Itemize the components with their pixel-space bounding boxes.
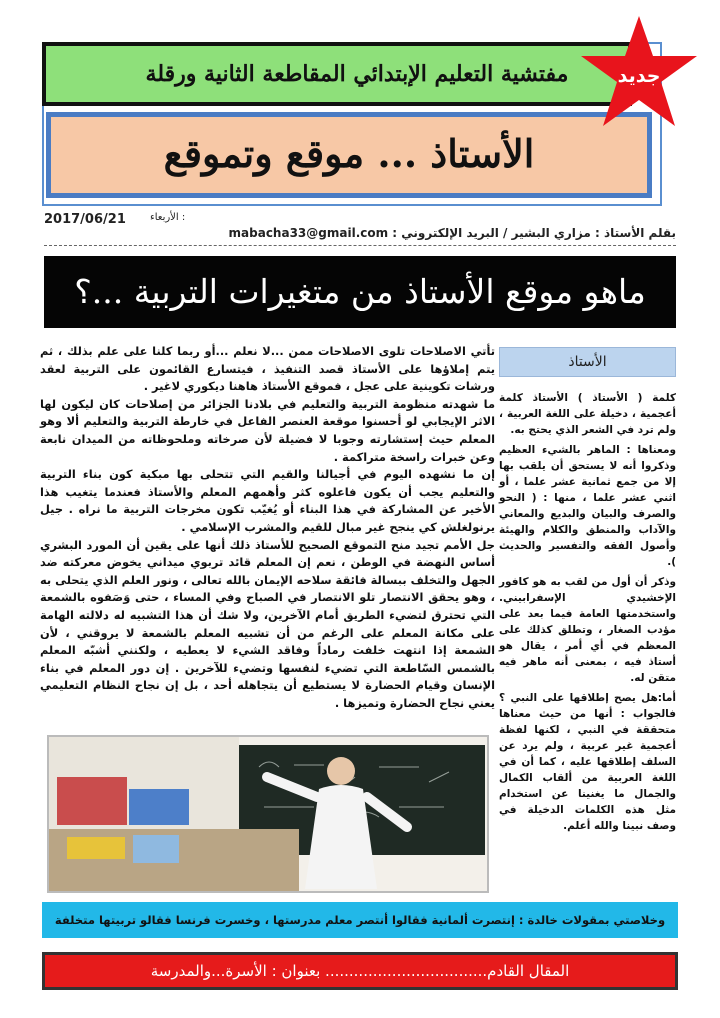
headline-banner bbox=[44, 256, 676, 328]
conclusion-text: وخلاصتي بمقولات خالدة : إنتصرت ألمانية فقالوا أنتصر معلم مدرستها ، وخسرت فرنسا فقالو تربيتها متخلفة bbox=[54, 913, 666, 927]
new-badge-star-icon bbox=[573, 12, 705, 140]
article-body bbox=[40, 343, 495, 738]
sidebar-paragraph: أما:هل يصح إطلاقها على النبي ؟ فالجواب : أنها من حيث معناها متحققة في النبي ، لكنها لفظة أعجمية غير عربية ، ولم يرد عن السلف إطلاقها عليه ، كما أن في اللغة العربية من ألقاب الكمال والجمال ما يغنينا عن استخدام مثل هذه الكلمات الدخيلة في وصف نبينا والله أعلم. bbox=[499, 692, 676, 832]
page-title: الأستاذ ... موقع وتموقع bbox=[163, 131, 535, 176]
date: 2017/06/21 bbox=[44, 212, 126, 227]
headline: ماهو موقع الأستاذ من متغيرات التربية ...؟ bbox=[74, 272, 646, 311]
sidebar-paragraph: ومعناها : الماهر بالشيء العظيم وذكروا أنه لا يستحق أن يلقب بها إلا من جمع ثمانية عشر علما ، أو اثني عشر علما ، منها : ( النحو والصرف والبيان والبديع والمعاني والآداب والمنطق والكلام والهيئة وأصول الفقه والتفسير والحديث ). bbox=[499, 444, 676, 568]
inspectorate-title: مفتشية التعليم الإبتدائي المقاطعة الثانية ورقلة bbox=[145, 61, 569, 87]
sidebar-paragraph: كلمة ( الأستاذ ) الأستاذ كلمة أعجمية ، دخيلة على اللغة العربية ، ولم ترد في الشعر الذي يحتج به. bbox=[499, 392, 676, 436]
weekday: الأربعاء : bbox=[150, 212, 186, 223]
teacher-illustration-icon bbox=[49, 737, 487, 891]
sidebar-title: الأستاذ bbox=[568, 354, 607, 370]
conclusion-bar bbox=[42, 902, 678, 938]
next-article-text: المقال القادم.................................. بعنوان : الأسرة...والمدرسة bbox=[150, 962, 570, 980]
teacher-photo bbox=[47, 735, 489, 893]
sidebar-paragraph: وذكر أن أول من لقب به هو كافور الإخشيدي الإسفرابيني. واستخدمتها العامة فيما بعد على مؤدب الصغار ، وتطلق كذلك على المعظم في أي أمر ، يقال هو أستاذ فيه ، بمعنى أنه ماهر فيه متقن له. bbox=[499, 576, 676, 684]
article-paragraph: تأتي الاصلاحات تلوى الاصلاحات ممن ...لا نعلم ...أو ربما كلنا على علم بذلك ، ثم يتم إملاؤها على الأستاذ قصد التنفيذ ، فيتسارع القائمون على التربية لعقد ورشات تكوينية على عجل ، فموقع الأستاذ هاهنا ديكوري لاغير . bbox=[40, 344, 495, 394]
new-badge-label: جديد bbox=[617, 65, 661, 87]
article-paragraph: ما شهدته منظومة التربية والتعليم في بلادنا الجزائر من إصلاحات كان ليكون لها الاثر الإيجابي لو أحسنوا موقعة العنصر الفاعل في خارطة التربية والتعليم ألا وهو المعلم حيث إستشارته وجوبا لا فضيلة لأن صرخاته وملحوظاته من الميدان نابعة وعن خبرات راسخة متراكمة . bbox=[40, 396, 495, 464]
divider bbox=[44, 245, 676, 246]
article-paragraph: جل الأمم تجيد منح التموقع الصحيح للأستاذ ذلك أنها على يقين أن المورد البشري أساس النهضة في الوطن ، نعم إن المعلم قائد تربوي ميداني يخوض معركته ضد الجهل والتخلف ببسالة فائقة سلاحه الإيمان بالله تعالى ، ونور العلم الذي يتحلى به ، وهو يحقق الانتصار تلو الانتصار في الصباح وفي المساء ، حتى وَصَفوه بالشمعة التي تحترق لتضيء الطريق أمام الآخرين، ولا شك أن هذا التشبيه له دلالته الهامة على مكانة المعلم على الرغم من أن تشبيه المعلم بالشمعة لا يروقني ، لأن الشمعة إذا انتهت خلفت رماداً وفاقد الشيء لا يعطيه ، ولكنني أشبّه المعلم بالشمس السّاطعة التي تضيء لنفسها وتضيء للآخرين . إن دور المعلم في بناء الإنسان وقيام الحضارة لا يستطيع أن يتجاهله أحد ، بل إن نجاح النظام التعليمي يعني نجاح الحضارة وتميزها . bbox=[40, 537, 495, 710]
title-banner bbox=[46, 112, 652, 198]
sidebar-text bbox=[499, 390, 676, 860]
sidebar-title-box bbox=[499, 347, 676, 377]
inspectorate-banner bbox=[42, 42, 632, 106]
author-line: بقلم الأستاذ : مزاري البشير / البريد الإلكتروني : mabacha33@gmail.com bbox=[228, 226, 676, 240]
next-article-bar bbox=[42, 952, 678, 990]
article-paragraph: إن ما نشهده اليوم في أجيالنا والقيم التي تتحلى بها مبكية كون بناء التربية والتعليم يجب أن يكون فاعلوه كثر وأهمهم المعلم والأستاذ فعندما يتغيب هذا الأخير عن المشاركة في هذا البناء أو يُغيّب تكون مخرجات التربية ما نراه . جيل يرنولغلش كي ينجح غير مبال للقيم والمشرب الإسلامي . bbox=[40, 467, 495, 534]
